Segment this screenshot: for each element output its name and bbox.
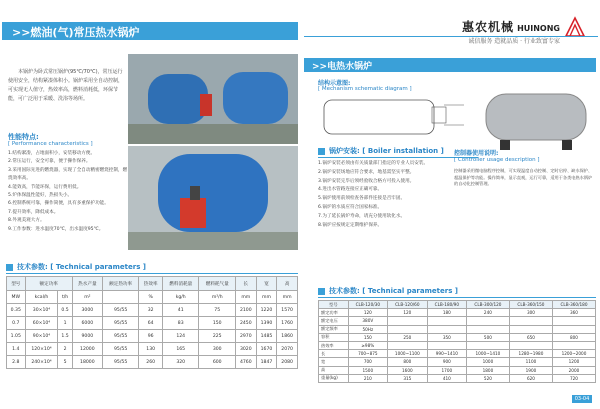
table-header: CLB-360/180	[552, 301, 595, 309]
table-row	[319, 366, 596, 374]
table-cell: 1860	[277, 330, 298, 343]
table-cell: 1000~1100	[387, 350, 427, 358]
table-cell: 2.8	[7, 356, 26, 369]
table-cell: 1485	[256, 330, 277, 343]
table-cell: m²	[72, 291, 102, 304]
table-cell: 长	[319, 350, 349, 358]
table-cell: kcal/h	[25, 291, 58, 304]
table-cell: 1570	[277, 304, 298, 317]
table-cell: 0.35	[7, 304, 26, 317]
table-cell: 1500	[348, 366, 387, 374]
mechanism-title: 结构示意图:	[318, 80, 351, 87]
brand-block	[462, 16, 560, 45]
table-cell: 120	[348, 309, 387, 317]
table-cell: 12000	[72, 343, 102, 356]
boiler-photo	[128, 146, 298, 250]
table-cell	[466, 325, 509, 333]
table-cell: 1600	[387, 366, 427, 374]
mechanism-diagram	[314, 95, 474, 140]
table-cell: 380V	[348, 317, 387, 325]
table-cell: 650	[509, 333, 552, 341]
table-cell: 250	[387, 333, 427, 341]
install-title: 锅炉安装: [ Boiler installation ]	[329, 147, 444, 155]
table-header: 高	[277, 277, 298, 291]
table-cell: mm	[235, 291, 256, 304]
table-cell: 1760	[277, 317, 298, 330]
table-row	[319, 350, 596, 358]
table-cell: 1.5	[58, 330, 72, 343]
table-row	[7, 356, 298, 369]
table-cell: 90×10⁴	[25, 330, 58, 343]
table-cell: 95/55	[102, 343, 139, 356]
table-cell	[552, 341, 595, 349]
table-row	[319, 309, 596, 317]
table-cell: 3000	[72, 304, 102, 317]
features-title: 性能特点:	[8, 133, 39, 141]
table-cell: 75	[199, 304, 236, 317]
table-cell: 95/55	[102, 330, 139, 343]
table-cell: 高	[319, 366, 349, 374]
table-cell: 360	[552, 309, 595, 317]
table-cell: 800	[387, 358, 427, 366]
table-cell: 300	[199, 343, 236, 356]
table-cell: mm	[256, 291, 277, 304]
table-row	[7, 304, 298, 317]
table-cell: 83	[162, 317, 199, 330]
feature-item: 8.外观美观大方。	[8, 218, 45, 224]
table-cell: 64	[139, 317, 163, 330]
right-header-title: >>电热水锅炉	[312, 62, 373, 72]
brand-name: 惠农机械	[462, 20, 515, 34]
feature-item: 5.炉体保温性能好，热损失小。	[8, 193, 73, 199]
table-row	[7, 330, 298, 343]
table-cell: 18000	[72, 356, 102, 369]
table-cell: 容积	[319, 333, 349, 341]
left-params-table	[6, 276, 298, 369]
brand-logo-icon	[564, 16, 586, 38]
table-cell: 1800	[466, 366, 509, 374]
table-cell: 30×10⁴	[25, 304, 58, 317]
table-header: 热水产量	[72, 277, 102, 291]
table-cell: 990~1410	[427, 350, 466, 358]
table-row	[319, 333, 596, 341]
table-row	[319, 358, 596, 366]
table-cell: 1200~2000	[552, 350, 595, 358]
table-cell: 95/55	[102, 304, 139, 317]
table-cell: 0.7	[7, 317, 26, 330]
table-cell: 1100	[509, 358, 552, 366]
feature-item: 9.工作参数：进水温度70℃，出水温度95℃。	[8, 226, 104, 232]
heading-marker-icon	[6, 264, 13, 271]
table-cell: 1220	[256, 304, 277, 317]
table-cell: 宽	[319, 358, 349, 366]
table-header: CLB-120/30	[348, 301, 387, 309]
table-row	[319, 374, 596, 382]
table-cell: 2450	[235, 317, 256, 330]
table-cell: m³/h	[199, 291, 236, 304]
table-cell: ≥98%	[348, 341, 387, 349]
heading-marker-icon	[318, 148, 325, 155]
table-cell	[387, 341, 427, 349]
table-cell: 32	[139, 304, 163, 317]
table-cell: 130	[139, 343, 163, 356]
table-cell: 95/55	[102, 317, 139, 330]
table-row	[319, 317, 596, 325]
table-header: 燃料耗气量	[199, 277, 236, 291]
table-cell: 50Hz	[348, 325, 387, 333]
right-params-heading	[318, 286, 596, 298]
controller-title: 控制器使用说明:	[454, 150, 499, 157]
table-cell: 900	[427, 358, 466, 366]
table-cell: 重量(kg)	[319, 374, 349, 382]
left-params-title: 技术参数: [ Technical parameters ]	[17, 263, 146, 271]
page-number: 03-04	[572, 395, 592, 403]
table-row	[319, 325, 596, 333]
table-header: CLB-300/120	[466, 301, 509, 309]
table-cell: 9000	[72, 330, 102, 343]
install-item: 3.锅炉安装完毕后须经验收合格方可投入使用。	[318, 178, 415, 184]
table-header: CLB-120/60	[387, 301, 427, 309]
table-header: 额定热功率	[102, 277, 139, 291]
table-cell: 210	[348, 374, 387, 382]
controller-subtitle: [ Controller usage description ]	[454, 157, 540, 163]
table-cell: 2080	[277, 356, 298, 369]
right-header-line	[304, 36, 598, 37]
controller-description: 控制器采用微电脑程序控制，可实现温度自动控制、定时启停、缺水保护、超温保护等功能。操作简单，显示直观，运行可靠，适用于各类电热水锅炉的自动化控制管理。	[454, 168, 593, 186]
table-header: 燃料消耗量	[162, 277, 199, 291]
table-cell: 额定电压	[319, 317, 349, 325]
table-cell: 620	[509, 374, 552, 382]
table-cell: 600	[199, 356, 236, 369]
table-cell: 720	[552, 374, 595, 382]
right-params-title: 技术参数: [ Technical parameters ]	[329, 287, 458, 295]
install-item: 1.锅炉安装必须由有关质量部门指定的专业人员安装。	[318, 161, 429, 166]
table-header-row	[7, 277, 298, 291]
brand-name-en: HUINONG	[517, 24, 560, 33]
feature-item: 6.控制系统可靠，操作简便，具有多重保护功能。	[8, 201, 109, 207]
table-cell: 1000	[466, 358, 509, 366]
table-cell: 额定频率	[319, 325, 349, 333]
table-cell	[427, 341, 466, 349]
table-cell: 4760	[235, 356, 256, 369]
table-header: 长	[235, 277, 256, 291]
table-cell: 0.5	[58, 304, 72, 317]
feature-item: 3.采用国际先进的燃烧器，实现了全自动精密燃烧控制，燃烧效率高。	[8, 167, 128, 182]
table-header: CLB-180/90	[427, 301, 466, 309]
table-cell: 1847	[256, 356, 277, 369]
table-header: CLB-360/150	[509, 301, 552, 309]
install-item: 2.锅炉安装场地应符合要求，地基需坚实平整。	[318, 169, 415, 175]
table-cell: 1900	[509, 366, 552, 374]
table-cell	[509, 325, 552, 333]
table-cell: 700~875	[348, 350, 387, 358]
table-cell: 315	[387, 374, 427, 382]
table-cell	[509, 341, 552, 349]
table-cell: 2070	[277, 343, 298, 356]
left-header-bar	[2, 22, 298, 40]
table-cell: 700	[348, 358, 387, 366]
table-cell: 350	[427, 333, 466, 341]
install-item: 8.锅炉应按规定定期维护保养。	[318, 222, 383, 228]
table-header: 宽	[256, 277, 277, 291]
features-subtitle: [ Performance characteristics ]	[8, 141, 93, 147]
table-cell: 800	[552, 333, 595, 341]
table-row	[319, 341, 596, 349]
intro-text: 本锅炉为卧式常压锅炉(95℃/70℃)，常压运行使用安全，结构紧凑体积小。锅炉采用全自动控制，可实现无人值守，热效率高，燃料消耗低，环保节能，可广泛用于采暖、洗浴等场所。	[8, 69, 124, 102]
table-cell: 150	[348, 333, 387, 341]
table-header: 型号	[319, 301, 349, 309]
feature-item: 4.能效高，节能环保，运行费用低。	[8, 184, 82, 190]
table-cell: 1700	[427, 366, 466, 374]
table-cell: mm	[277, 291, 298, 304]
table-cell: 165	[162, 343, 199, 356]
table-cell: 300	[509, 309, 552, 317]
table-header: 型号	[7, 277, 26, 291]
table-cell: 260	[139, 356, 163, 369]
right-header-bar	[304, 58, 596, 72]
table-cell: 240×10⁴	[25, 356, 58, 369]
install-item: 7.为了延长锅炉寿命，请充分使用软化水。	[318, 213, 406, 219]
table-cell: 96	[139, 330, 163, 343]
table-cell: 1390	[256, 317, 277, 330]
table-cell: 1670	[256, 343, 277, 356]
brand-slogan: 诚信服务 造就品质 · 行业致富专家	[468, 38, 560, 45]
table-cell: 1000~1410	[466, 350, 509, 358]
install-item: 4.进出水管路连接应正确可靠。	[318, 187, 383, 193]
table-cell: 410	[427, 374, 466, 382]
table-cell	[427, 317, 466, 325]
table-cell: 2100	[235, 304, 256, 317]
table-row	[7, 343, 298, 356]
table-cell: 240	[466, 309, 509, 317]
table-cell	[552, 325, 595, 333]
table-cell: 1	[58, 317, 72, 330]
table-cell: 60×10⁴	[25, 317, 58, 330]
electric-boiler-photo	[480, 88, 592, 152]
table-cell: 1280~1980	[509, 350, 552, 358]
table-cell: 225	[199, 330, 236, 343]
table-cell: 6000	[72, 317, 102, 330]
mechanism-subtitle: [ Mechanism schematic diagram ]	[318, 86, 412, 92]
table-cell: kg/h	[162, 291, 199, 304]
table-cell: 3020	[235, 343, 256, 356]
features-list	[8, 150, 128, 234]
table-header: 额定功率	[25, 277, 72, 291]
table-cell: 124	[162, 330, 199, 343]
table-cell	[466, 341, 509, 349]
table-cell: 520	[466, 374, 509, 382]
table-cell	[102, 291, 139, 304]
table-cell: 2970	[235, 330, 256, 343]
table-cell	[466, 317, 509, 325]
feature-item: 1.结构紧凑，占地面积小，安装移动方便。	[8, 151, 96, 156]
table-cell: 5	[58, 356, 72, 369]
left-params-heading	[6, 262, 298, 274]
boiler-room-photo	[128, 54, 298, 144]
table-cell: 500	[466, 333, 509, 341]
table-cell	[387, 325, 427, 333]
feature-item: 2.常压运行，安全可靠，便于操作保养。	[8, 159, 91, 165]
install-item: 6.锅炉的水质应符合国家标准。	[318, 204, 383, 210]
table-cell: 120	[387, 309, 427, 317]
table-header: 热效率	[139, 277, 163, 291]
left-header-title: >>燃油(气)常压热水锅炉	[12, 26, 140, 39]
table-units-row	[7, 291, 298, 304]
table-cell: 180	[427, 309, 466, 317]
table-cell: MW	[7, 291, 26, 304]
table-cell	[387, 317, 427, 325]
table-cell: %	[139, 291, 163, 304]
table-header-row	[319, 301, 596, 309]
table-cell: 1.4	[7, 343, 26, 356]
table-cell: 1.05	[7, 330, 26, 343]
table-cell: 41	[162, 304, 199, 317]
table-cell: 95/55	[102, 356, 139, 369]
table-cell: 150	[199, 317, 236, 330]
table-cell: 热效率	[319, 341, 349, 349]
table-cell: 120×10⁴	[25, 343, 58, 356]
table-cell: 2	[58, 343, 72, 356]
table-row	[7, 317, 298, 330]
table-cell	[509, 317, 552, 325]
table-cell: 2000	[552, 366, 595, 374]
table-cell: 1200	[552, 358, 595, 366]
table-cell: 320	[162, 356, 199, 369]
right-params-table	[318, 300, 596, 383]
heading-marker-icon	[318, 288, 325, 295]
feature-item: 7.提升效率，降低成本。	[8, 209, 59, 215]
table-cell: t/h	[58, 291, 72, 304]
install-item: 5.锅炉使用前须检查各部件连接是否牢固。	[318, 196, 406, 202]
table-cell	[552, 317, 595, 325]
table-cell: 额定功率	[319, 309, 349, 317]
table-cell	[427, 325, 466, 333]
